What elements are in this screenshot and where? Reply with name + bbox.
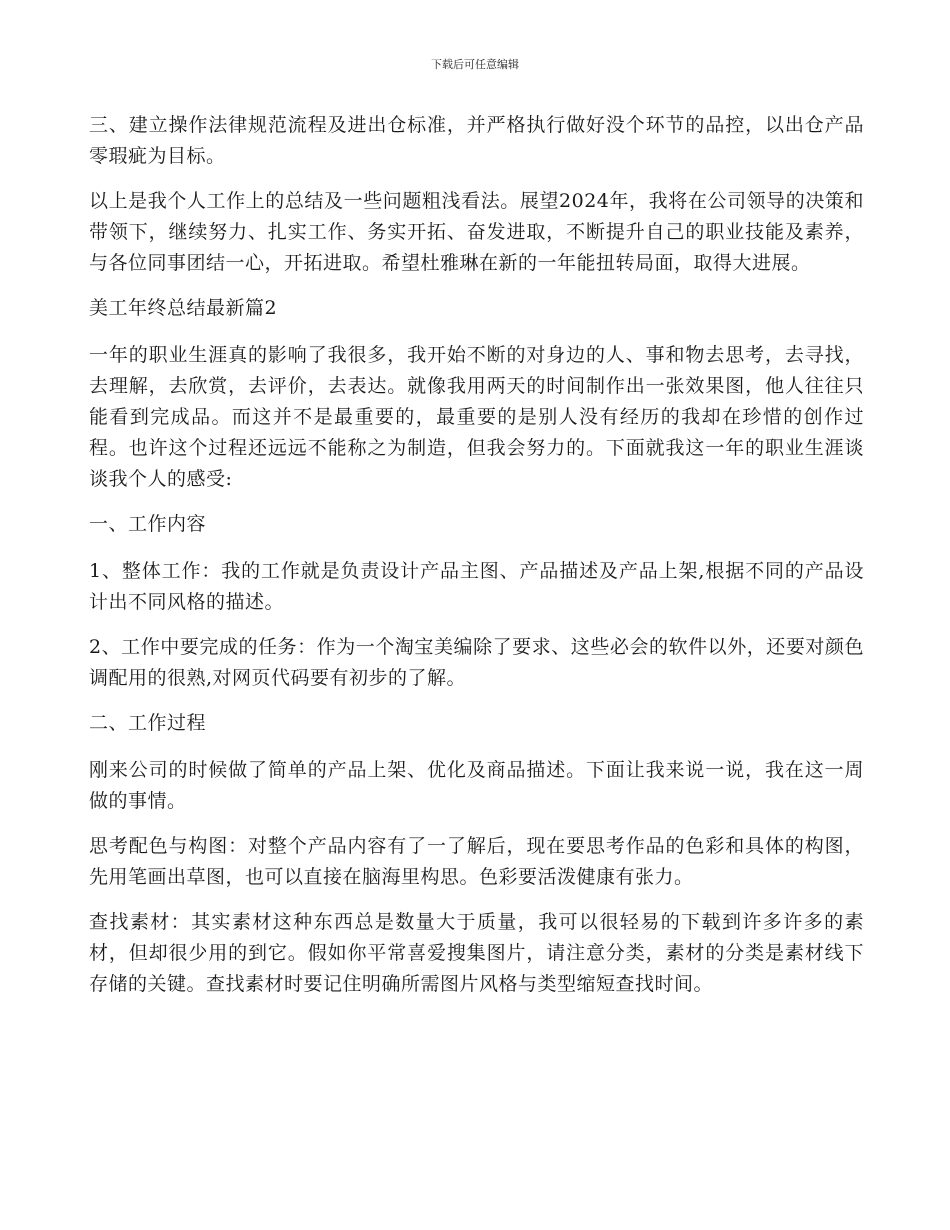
- page-header: 下载后可任意编辑: [431, 58, 519, 71]
- section-title-part-2: 美工年终总结最新篇2: [89, 297, 278, 319]
- paragraph-establish-standards: 三、建立操作法律规范流程及进出仓标准，并严格执行做好没个环节的品控，以出仓产品零瑕疵为目标。: [89, 114, 864, 167]
- paragraph-tasks: 2、工作中要完成的任务：作为一个淘宝美编除了要求、这些必会的软件以外，还要对颜色调配用的很熟,对网页代码要有初步的了解。: [89, 636, 864, 689]
- document-body: [89, 110, 864, 1014]
- heading-work-process: 二、工作过程: [89, 712, 207, 734]
- paragraph-first-week: 刚来公司的时候做了简单的产品上架、优化及商品描述。下面让我来说一说，我在这一周做的事情。: [89, 759, 864, 812]
- paragraph-color-composition: 思考配色与构图：对整个产品内容有了一了解后，现在要思考作品的色彩和具体的构图，先用笔画出草图，也可以直接在脑海里构思。色彩要活泼健康有张力。: [89, 835, 864, 888]
- heading-work-content: 一、工作内容: [89, 513, 207, 535]
- paragraph-summary-outlook: 以上是我个人工作上的总结及一些问题粗浅看法。展望2024年，我将在公司领导的决策和带领下，继续努力、扎实工作、务实开拓、奋发进取，不断提升自己的职业技能及素养，与各位同事团结一心，开拓进取。希望杜雅琳在新的一年能扭转局面，取得大进展。: [89, 190, 864, 274]
- paragraph-career-reflection: 一年的职业生涯真的影响了我很多，我开始不断的对身边的人、事和物去思考，去寻找，去理解，去欣赏，去评价，去表达。就像我用两天的时间制作出一张效果图，他人往往只能看到完成品。而这并不是最重要的，最重要的是别人没有经历的我却在珍惜的创作过程。也许这个过程还远远不能称之为制造，但我会努力的。下面就我这一年的职业生涯谈谈我个人的感受:: [89, 344, 864, 490]
- paragraph-find-materials: 查找素材：其实素材这种东西总是数量大于质量，我可以很轻易的下载到许多许多的素材，但却很少用的到它。假如你平常喜爱搜集图片，请注意分类，素材的分类是素材线下存储的关键。查找素材时要记住明确所需图片风格与类型缩短查找时间。: [89, 911, 864, 995]
- paragraph-overall-work: 1、整体工作：我的工作就是负责设计产品主图、产品描述及产品上架,根据不同的产品设计出不同风格的描述。: [89, 560, 864, 613]
